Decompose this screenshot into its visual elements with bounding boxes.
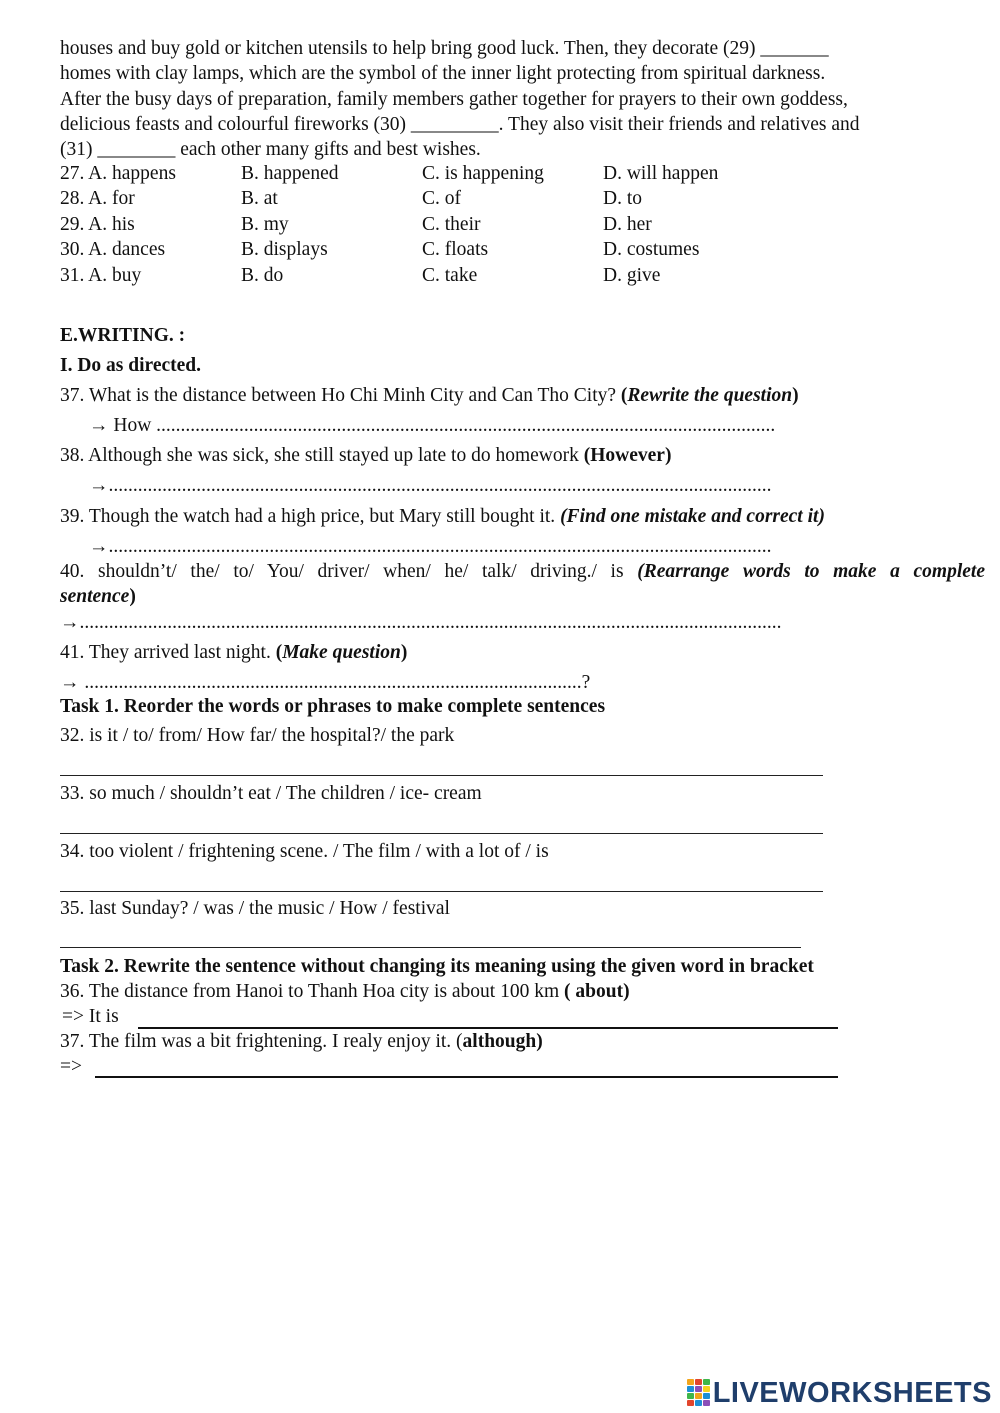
passage-line-1: houses and buy gold or kitchen utensils to help bring good luck. Then, they decorate (29) _______ [60,38,829,59]
answer-line-37[interactable] [95,1076,838,1078]
paren: ) [792,385,799,406]
option-d[interactable]: D. to [603,188,642,209]
passage-line-5: (31) ________ each other many gifts and best wishes. [60,139,481,160]
hint: ( about) [564,981,630,1002]
question-text: 41. They arrived last night. [60,642,276,663]
liveworksheets-logo [687,1376,992,1410]
option-a[interactable]: 31. A. buy [60,265,142,286]
task1-item-32: 32. is it / to/ from/ How far/ the hospital?/ the park [60,725,455,746]
answer-line-33[interactable] [60,833,823,834]
question-40-prompt [60,560,985,584]
question-39-answer[interactable]: →........................................................................................................................................ [89,536,772,557]
passage-line-2: homes with clay lamps, which are the symbol of the inner light protecting from spiritual darkness. [60,63,826,84]
question-41-answer[interactable]: → ......................................................................................................? [60,672,591,693]
writing-heading: E.WRITING. : [60,325,186,346]
answer-line-36[interactable] [138,1027,838,1029]
question-38-answer[interactable]: →........................................................................................................................................ [89,475,772,496]
paren: ( [620,385,628,406]
question-40-answer[interactable]: →................................................................................................................................................ [60,612,782,633]
option-b[interactable]: B. do [241,265,284,286]
question-text: 39. Though the watch had a high price, but Mary still bought it. [60,506,561,527]
passage-line-3: After the busy days of preparation, family members gather together for prayers to their own goddess, [60,89,848,110]
paren: ) [129,586,136,607]
task1-item-35: 35. last Sunday? / was / the music / How / festival [60,898,450,919]
option-c[interactable]: C. their [422,214,481,235]
task2-answer-37-prompt: => [60,1056,82,1077]
option-b[interactable]: B. happened [241,163,339,184]
question-text: 37. What is the distance between Ho Chi Minh City and Can Tho City? [60,385,621,406]
question-41-prompt [60,641,407,665]
logo-text: LIVEWORKSHEETS [712,1376,992,1409]
option-a[interactable]: 29. A. his [60,214,135,235]
instruction: (Rearrange words to make a complete [637,561,985,582]
question-text: 37. The film was a bit frightening. I realy enjoy it. ( [60,1031,463,1052]
question-37-answer[interactable]: → How ............................................................................................................................... [89,415,776,436]
option-c[interactable]: C. of [422,188,461,209]
question-38-prompt [60,444,671,468]
answer-line-34[interactable] [60,891,823,892]
option-d[interactable]: D. costumes [603,239,700,260]
instruction: (However) [583,445,672,466]
option-a[interactable]: 28. A. for [60,188,135,209]
passage-line-4: delicious feasts and colourful fireworks (30) _________. They also visit their friends and relatives and [60,114,860,135]
hint: although [462,1031,537,1052]
question-39-prompt [60,505,825,529]
option-c[interactable]: C. is happening [422,163,544,184]
paren: ) [400,642,408,663]
option-d[interactable]: D. will happen [603,163,719,184]
option-b[interactable]: B. displays [241,239,328,260]
paren: ) [536,1031,543,1052]
logo-mark-icon [687,1379,711,1407]
task1-item-33: 33. so much / shouldn’t eat / The children / ice- cream [60,783,482,804]
question-text: 40. shouldn’t/ the/ to/ You/ driver/ when/ he/ talk/ driving./ is [60,561,638,582]
task2-question-37 [60,1030,543,1054]
task1-item-34: 34. too violent / frightening scene. / The film / with a lot of / is [60,841,549,862]
question-text: 38. Although she was sick, she still stayed up late to do homework [60,445,584,466]
paren: ( [275,642,283,663]
option-c[interactable]: C. floats [422,239,489,260]
option-d[interactable]: D. give [603,265,661,286]
task2-question-36 [60,980,630,1004]
answer-line-32[interactable] [60,775,823,776]
option-b[interactable]: B. my [241,214,289,235]
instruction: sentence [60,586,130,607]
option-a[interactable]: 27. A. happens [60,163,176,184]
option-c[interactable]: C. take [422,265,478,286]
question-37-prompt [60,384,799,408]
writing-subheading: I. Do as directed. [60,355,202,376]
task1-heading: Task 1. Reorder the words or phrases to make complete sentences [60,696,606,717]
task2-answer-36-prompt: => It is [62,1006,119,1027]
option-a[interactable]: 30. A. dances [60,239,166,260]
option-d[interactable]: D. her [603,214,652,235]
option-b[interactable]: B. at [241,188,278,209]
question-text: 36. The distance from Hanoi to Thanh Hoa city is about 100 km [60,981,565,1002]
instruction: Rewrite the question [627,385,793,406]
task2-heading: Task 2. Rewrite the sentence without changing its meaning using the given word in bracket [60,956,814,977]
answer-line-35[interactable] [60,947,801,948]
instruction: (Find one mistake and correct it) [560,506,825,527]
question-40-prompt-cont [60,585,136,609]
instruction: Make question [282,642,401,663]
